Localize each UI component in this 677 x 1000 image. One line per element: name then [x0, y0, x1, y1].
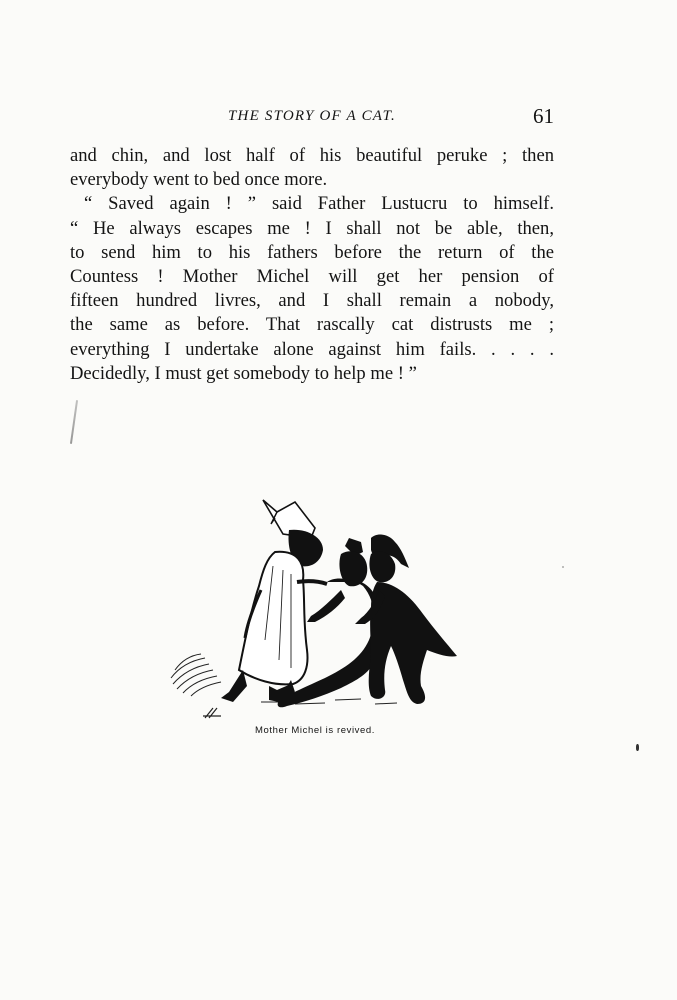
text-line: fifteen hundred livres, and I shall remain a nobody,: [70, 290, 554, 312]
silhouette-illustration: [165, 490, 465, 722]
running-head: [70, 104, 554, 130]
text-line: to send him to his fathers before the return of the: [70, 241, 554, 263]
body-text: [70, 144, 554, 386]
artist-monogram: [203, 708, 221, 718]
text-line: everything I undertake alone against him fails. . . . .: [70, 338, 554, 360]
text-line: “ Saved again ! ” said Father Lustucru to himself.: [84, 193, 554, 215]
text-line: and chin, and lost half of his beautiful peruke ; then: [70, 145, 554, 166]
mother-michel-figure: [221, 500, 327, 702]
illustration-caption: Mother Michel is revived.: [254, 725, 376, 736]
ink-speck: [562, 566, 564, 568]
ink-speck: [636, 744, 639, 751]
margin-pencil-mark: [70, 400, 78, 444]
text-line: “ He always escapes me ! I shall not be able, then,: [70, 217, 554, 239]
text-line: Countess ! Mother Michel will get her pension of: [70, 265, 554, 287]
page-number: 61: [533, 104, 554, 128]
running-title: THE STORY OF A CAT.: [228, 108, 396, 124]
text-line: everybody went to bed once more.: [70, 169, 328, 191]
text-line: Decidedly, I must get somebody to help me ! ”: [70, 362, 417, 384]
text-line: the same as before. That rascally cat distrusts me ;: [70, 314, 554, 336]
